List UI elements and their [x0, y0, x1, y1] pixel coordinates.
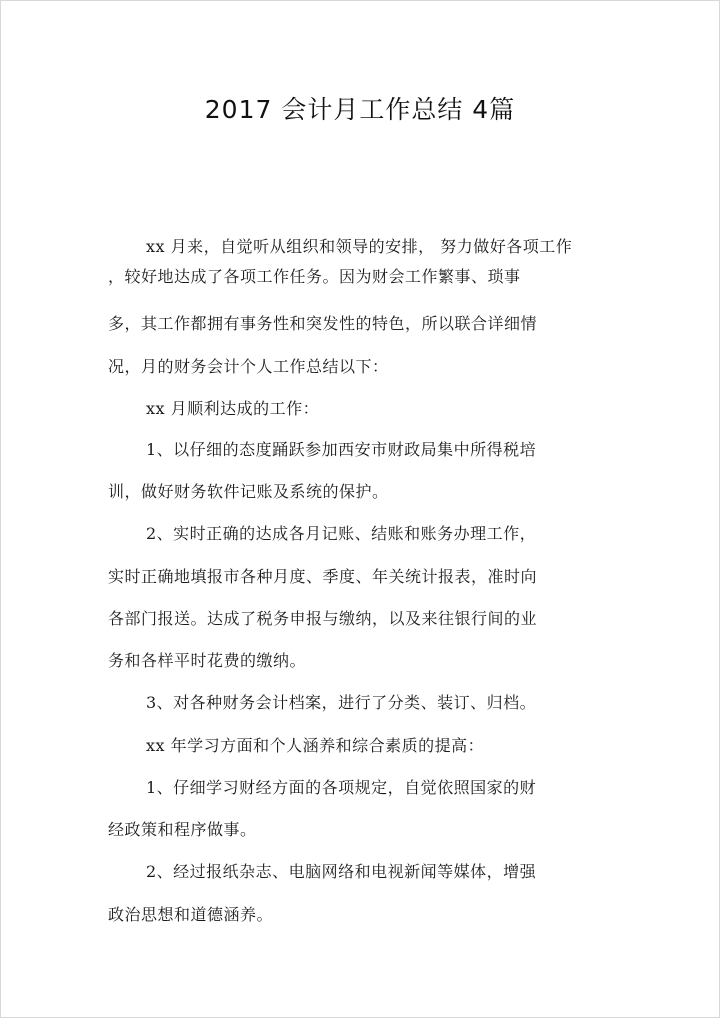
paragraph-line: 实时正确地填报市各种月度、季度、年关统计报表，准时向 [108, 567, 538, 586]
paragraph-line: 政治思想和道德涵养。 [108, 905, 274, 924]
document-title: 2017 会计月工作总结 4篇 [204, 95, 516, 124]
paragraph-line: 3、对各种财务会计档案，进行了分类、装订、归档。 [146, 693, 537, 712]
paragraph-line: 2、实时正确的达成各月记账、结账和账务办理工作， [146, 524, 537, 543]
paragraph-line: 务和各样平时花费的缴纳。 [108, 651, 307, 670]
paragraph-line: 各部门报送。达成了税务申报与缴纳，以及来往银行间的业 [108, 609, 538, 628]
paragraph-line: 经政策和程序做事。 [108, 820, 257, 839]
section-heading: xx 年学习方面和个人涵养和综合素质的提高： [146, 736, 485, 755]
paragraph-line: 1、仔细学习财经方面的各项规定，自觉依照国家的财 [146, 778, 537, 797]
paragraph-line: ，较好地达成了各项工作任务。因为财会工作繁事、琐事 [108, 267, 521, 286]
paragraph-line: xx 月来，自觉听从组织和领导的安排， 努力做好各项工作 [146, 237, 573, 256]
paragraph-line: 2、经过报纸杂志、电脑网络和电视新闻等媒体，增强 [146, 862, 537, 881]
paragraph-line: 1、以仔细的态度踊跃参加西安市财政局集中所得税培 [146, 440, 537, 459]
paragraph-line: 训，做好财务软件记账及系统的保护。 [108, 482, 389, 501]
paragraph-line: 况，月的财务会计个人工作总结以下： [108, 357, 389, 376]
section-heading: xx 月顺利达成的工作： [146, 399, 320, 418]
paragraph-line: 多，其工作都拥有事务性和突发性的特色，所以联合详细情 [108, 314, 538, 333]
